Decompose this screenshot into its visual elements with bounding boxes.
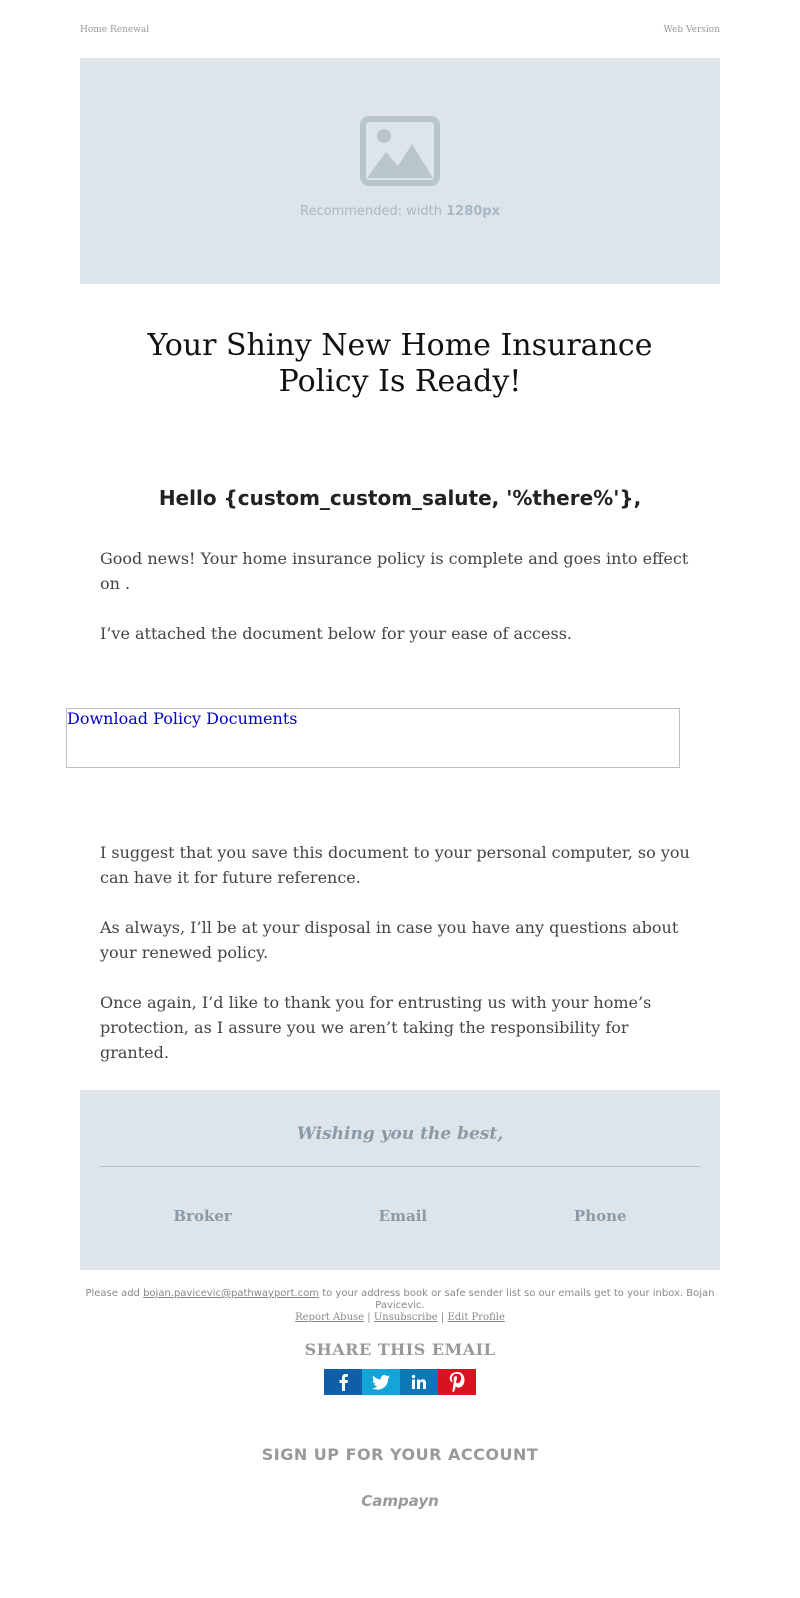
pinterest-share-button[interactable] <box>438 1369 476 1395</box>
contact-broker: Broker <box>173 1207 232 1225</box>
facebook-share-button[interactable] <box>324 1369 362 1395</box>
pinterest-icon <box>449 1372 465 1392</box>
web-version-link[interactable]: Web Version <box>663 25 720 35</box>
closing-text <box>80 840 720 1065</box>
preheader-title: Home Renewal <box>80 25 150 35</box>
intro-text <box>80 546 720 646</box>
edit-profile-link[interactable]: Edit Profile <box>447 1312 505 1323</box>
intro-paragraph: I’ve attached the document below for your ease of access. <box>100 624 572 643</box>
facebook-icon <box>336 1373 350 1391</box>
preheader <box>80 0 720 58</box>
linkedin-icon <box>411 1374 427 1390</box>
social-share-bar <box>80 1369 720 1395</box>
signature-box <box>80 1090 720 1270</box>
download-button-frame <box>66 708 680 768</box>
unsubscribe-link[interactable]: Unsubscribe <box>373 1312 438 1323</box>
logo-text: Campayn <box>361 1492 439 1510</box>
greeting: Hello {custom_custom_salute, '%there%'}, <box>158 486 642 510</box>
page-title: Your Shiny New Home Insurance Policy Is Ready! <box>147 328 653 399</box>
twitter-icon <box>372 1375 390 1390</box>
intro-paragraph: Good news! Your home insurance policy is complete and goes into effect on . <box>100 549 689 593</box>
signup-link[interactable]: SIGN UP FOR YOUR ACCOUNT <box>261 1445 539 1464</box>
signature-divider <box>100 1166 700 1167</box>
contact-row <box>100 1207 700 1225</box>
linkedin-share-button[interactable] <box>400 1369 438 1395</box>
email-container <box>67 0 720 1510</box>
hero-caption-prefix: Recommended: width <box>300 204 442 219</box>
footer-links <box>80 1312 720 1324</box>
report-abuse-link[interactable]: Report Abuse <box>295 1312 365 1323</box>
hero-caption <box>300 204 500 219</box>
closing-paragraph: As always, I’ll be at your disposal in case you have any questions about your renewed policy. <box>100 918 679 962</box>
contact-email: Email <box>378 1207 428 1225</box>
contact-phone: Phone <box>573 1207 627 1225</box>
hero-caption-value: 1280px <box>446 204 500 219</box>
signature-wish: Wishing you the best, <box>296 1124 504 1144</box>
campayn-logo[interactable] <box>80 1492 720 1510</box>
share-title: SHARE THIS EMAIL <box>304 1340 496 1359</box>
sender-email-link[interactable]: bojan.pavicevic@pathwayport.com <box>143 1288 319 1299</box>
closing-paragraph: I suggest that you save this document to your personal computer, so you can have it for future reference. <box>100 843 690 887</box>
closing-paragraph: Once again, I’d like to thank you for entrusting us with your home’s protection, as I assure you we aren’t taking the responsibility for granted. <box>100 993 652 1062</box>
hero-image-placeholder <box>80 58 720 284</box>
footer-notice-suffix: to your address book or safe sender list so our emails get to your inbox. Bojan Pavicevic. <box>322 1288 715 1311</box>
image-placeholder-icon <box>360 116 440 186</box>
footer-separator: | <box>440 1312 445 1323</box>
twitter-share-button[interactable] <box>362 1369 400 1395</box>
footer-notice-prefix: Please add <box>85 1288 140 1299</box>
footer-notice <box>80 1288 720 1324</box>
download-policy-button[interactable]: Download Policy Documents <box>67 709 298 728</box>
footer-separator: | <box>367 1312 371 1323</box>
